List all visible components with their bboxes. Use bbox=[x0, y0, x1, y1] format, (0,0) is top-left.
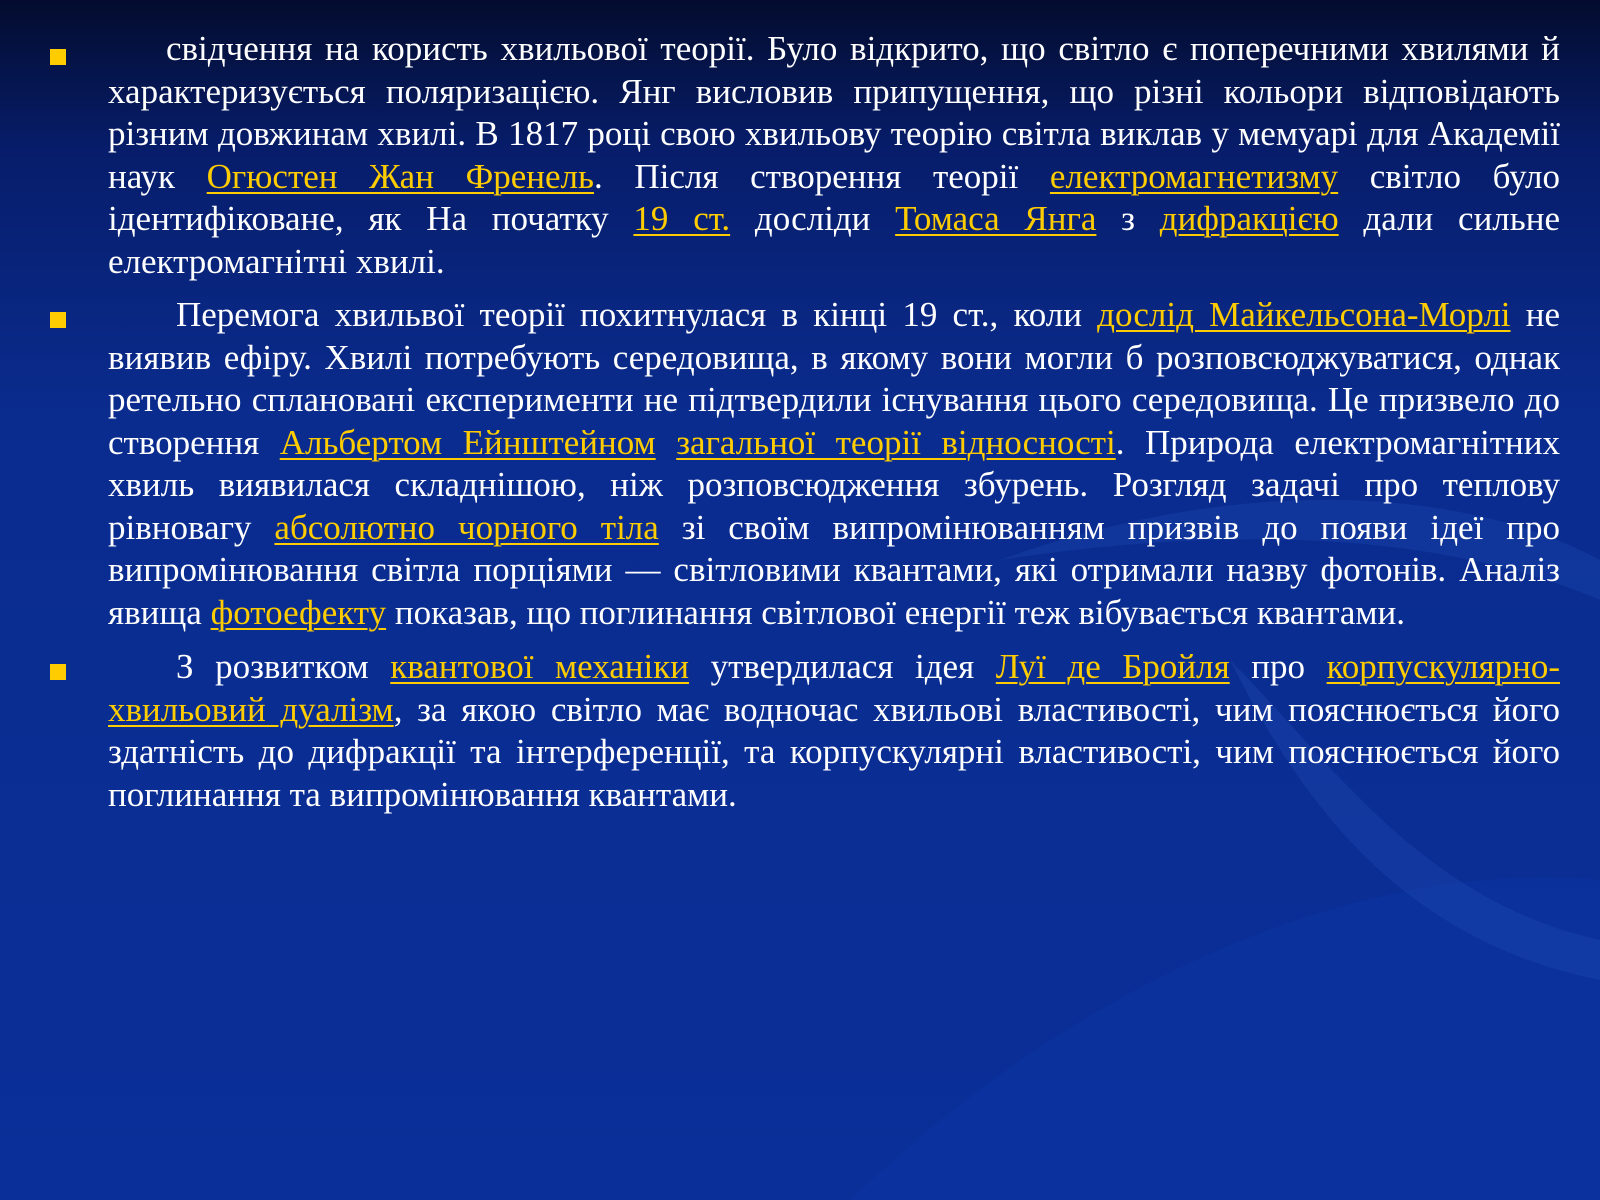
square-bullet-icon bbox=[50, 49, 66, 65]
hyperlink[interactable]: квантової механіки bbox=[390, 647, 689, 686]
bullet-paragraph bbox=[0, 294, 1600, 634]
hyperlink[interactable]: Альбертом Ейнштейном bbox=[279, 422, 656, 462]
text-run: Перемога хвильвої теорії похитнулася в кінці 19 ст., коли bbox=[176, 295, 1098, 334]
hyperlink[interactable]: корпускулярно-хвильовий дуалізм bbox=[108, 647, 1560, 729]
text-run: світло було ідентифіковане, як На початку bbox=[108, 156, 1561, 238]
hyperlink[interactable]: Луї де Бройля bbox=[995, 647, 1230, 686]
hyperlink[interactable]: абсолютно чорного тіла bbox=[274, 507, 659, 547]
text-run: показав, що поглинання світлової енергії теж вібувається квантами. bbox=[386, 592, 1406, 632]
paragraph-text bbox=[108, 647, 1560, 814]
square-bullet-icon bbox=[50, 664, 66, 680]
hyperlink[interactable]: електромагнетизму bbox=[1049, 156, 1339, 196]
text-run: . Після створення теорії bbox=[593, 156, 1050, 196]
hyperlink[interactable]: дослід Майкельсона-Морлі bbox=[1097, 295, 1511, 334]
text-run: про bbox=[1229, 647, 1327, 686]
paragraph-text bbox=[108, 295, 1560, 632]
text-run: зі своїм випромінюванням призвів до появи ідеї про випромінювання світла порціями — світловими квантами, які отримали назву фотонів. Аналіз явища bbox=[108, 507, 1561, 632]
hyperlink[interactable]: Томаса Янга bbox=[895, 199, 1097, 238]
hyperlink[interactable]: 19 ст. bbox=[633, 199, 731, 238]
text-run bbox=[656, 423, 677, 462]
text-run: дали сильне електромагнітні хвилі. bbox=[108, 199, 1560, 281]
hyperlink[interactable]: Огюстен Жан Френель bbox=[206, 156, 594, 196]
text-run: утвердилася ідея bbox=[689, 647, 996, 686]
text-run: . Природа електромагнітних хвиль виявилася складнішою, ніж розповсюдження збурень. Розгляд задачі про теплову рівновагу bbox=[108, 422, 1560, 547]
text-run: свідчення на користь хвильової теорії. Було відкрито, що світло є поперечними хвилями й характеризується поляризацією. Янг висловив припущення, що різні кольори відповідають різним довжинам хвилі. В 1817 році свою хвильову теорію світла виклав у мемуарі для Академії наук bbox=[108, 29, 1560, 196]
text-run: досліди bbox=[730, 199, 896, 238]
square-bullet-icon bbox=[50, 312, 66, 328]
text-run: З розвитком bbox=[176, 647, 391, 686]
text-run: , за якою світло має водночас хвильові властивості, чим пояснюється його здатність до дифракції та інтерференції, та корпускулярні властивості, чим пояснюється його поглинання та випромінювання квантами. bbox=[108, 689, 1561, 814]
bullet-paragraph bbox=[0, 28, 1600, 283]
bullet-paragraph bbox=[0, 646, 1600, 816]
hyperlink[interactable]: загальної теорії відносності bbox=[676, 422, 1116, 462]
text-run: з bbox=[1096, 199, 1160, 238]
hyperlink[interactable]: дифракцією bbox=[1159, 199, 1339, 238]
hyperlink[interactable]: фотоефекту bbox=[210, 592, 387, 632]
slide-content bbox=[0, 18, 1600, 816]
text-run: не виявив ефіру. Хвилі потребують середовища, в якому вони могли б розповсюджуватися, однак ретельно сплановані експерименти не підтвердили існування цього середовища. Це призвело до створення bbox=[108, 295, 1561, 462]
paragraph-text bbox=[108, 29, 1560, 281]
